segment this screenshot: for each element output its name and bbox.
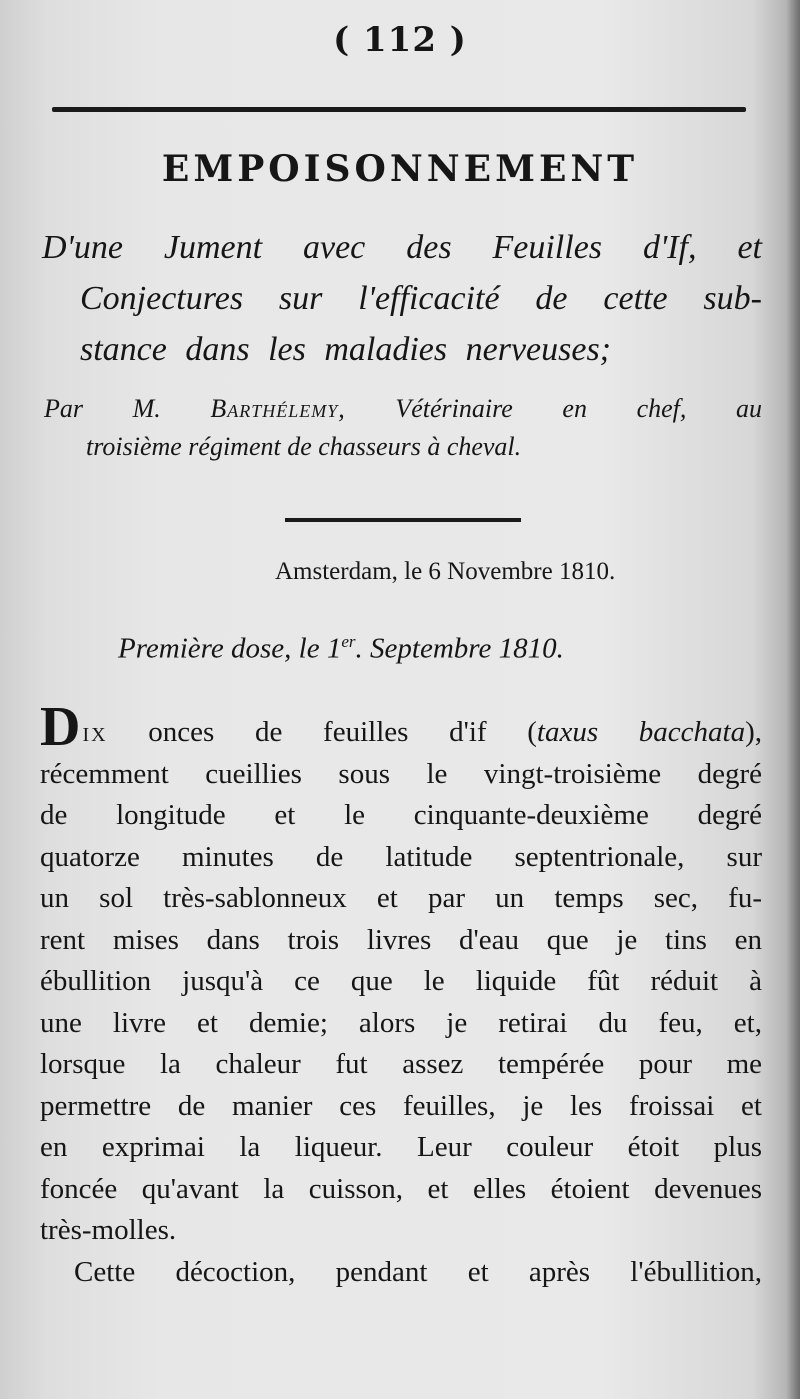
byline-author: Barthélemy,: [210, 394, 346, 423]
body-line: en exprimai la liqueur. Leur couleur étoit plus: [40, 1131, 762, 1163]
subtitle-line: stance dans les maladies nerveuses;: [80, 331, 612, 368]
page-number: ( 112 ): [333, 20, 467, 60]
first-word-rest: ix: [82, 716, 108, 748]
body-fragment: onces de feuilles d'if (: [148, 716, 537, 748]
article-title: EMPOISONNEMENT: [161, 148, 639, 190]
dose-text-end: . Septembre 1810.: [355, 632, 564, 665]
body-line: un sol très-sablonneux et par un temps sec, fu-: [40, 882, 762, 914]
body-line: rent mises dans trois livres d'eau que je tins en: [40, 923, 762, 956]
body-line: très-molles.: [40, 1214, 177, 1246]
dateline: Amsterdam, le 6 Novembre 1810.: [275, 558, 616, 585]
subtitle-line: D'une Jument avec des Feuilles d'If, et: [42, 229, 762, 266]
dose-superscript: er: [341, 632, 356, 651]
body-line: de longitude et le cinquante-deuxième degré: [40, 799, 762, 831]
dose-heading: [118, 632, 564, 666]
article-subtitle: [42, 222, 762, 375]
subtitle-line: Conjectures sur l'efficacité de cette sub-: [80, 280, 762, 317]
body-line: une livre et demie; alors je retirai du feu, et,: [40, 1006, 762, 1039]
byline-line-1: [44, 390, 762, 428]
byline-prefix: Par M.: [44, 394, 161, 423]
page-edge-shadow: [786, 0, 800, 1399]
byline: [44, 390, 762, 466]
byline-line-2: troisième régiment de chasseurs à cheval.: [86, 432, 522, 461]
body-line: lorsque la chaleur fut assez tempérée pour me: [40, 1048, 762, 1080]
drop-cap: D: [40, 696, 81, 758]
body-line: Cette décoction, pendant et après l'ébullition,: [74, 1255, 762, 1288]
body-line: quatorze minutes de latitude septentrionale, sur: [40, 840, 762, 873]
body-line: foncée qu'avant la cuisson, et elles étoient devenues: [40, 1172, 762, 1205]
header-rule: [52, 107, 746, 112]
byline-role: Vétérinaire en chef, au: [395, 394, 762, 423]
body-fragment: ),: [745, 716, 763, 748]
body-line: permettre de manier ces feuilles, je les froissai et: [40, 1089, 762, 1122]
body-text: [40, 696, 763, 1293]
body-line: récemment cueillies sous le vingt-troisième degré: [40, 757, 762, 790]
dose-text: Première dose, le 1: [118, 632, 342, 665]
section-rule: [285, 518, 521, 522]
body-line: [40, 696, 763, 758]
latin-name: taxus bacchata: [536, 716, 746, 748]
body-line: ébullition jusqu'à ce que le liquide fût réduit à: [40, 965, 762, 997]
